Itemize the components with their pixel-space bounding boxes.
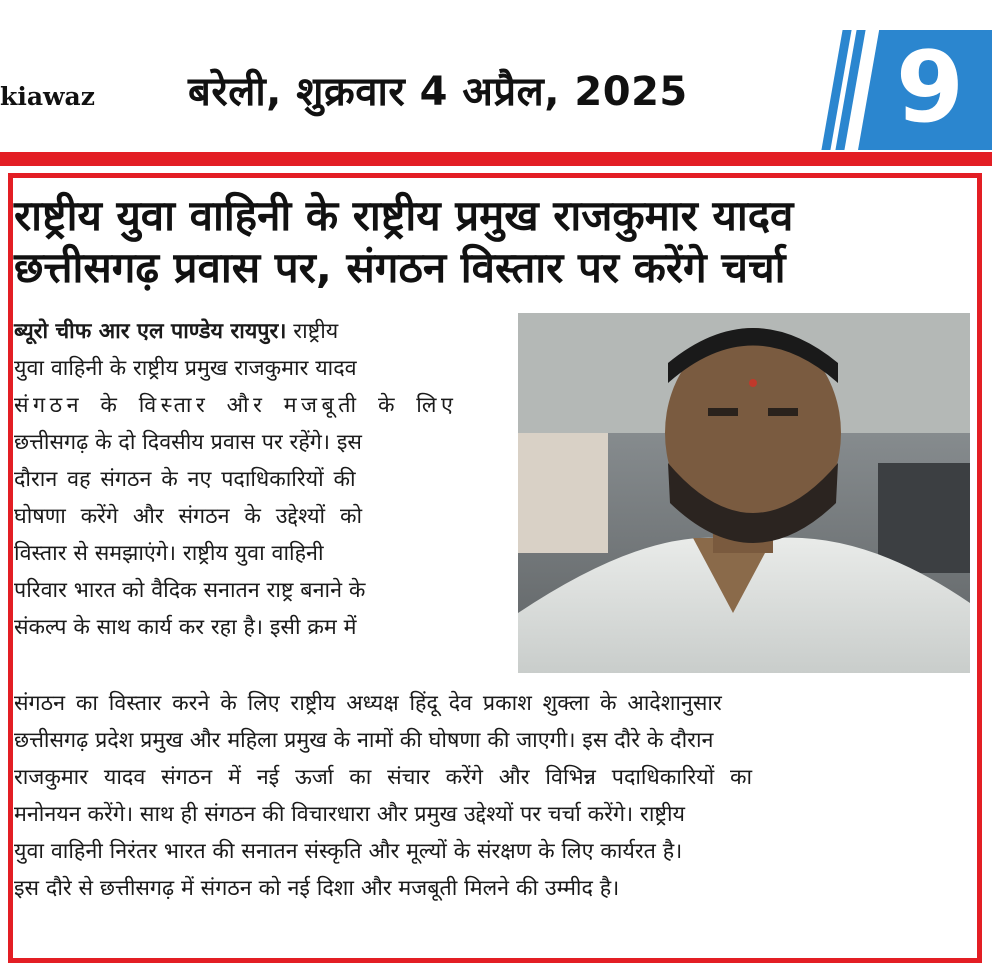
text-line: युवा वाहिनी के राष्ट्रीय प्रमुख राजकुमार यादव [14, 356, 357, 381]
headline-line: छत्तीसगढ़ प्रवास पर, संगठन विस्तार पर करेंगे चर्चा [14, 243, 786, 292]
text-line: विस्तार से समझाएंगे। राष्ट्रीय युवा वाहिनी [14, 541, 324, 566]
text-line: संगठन का विस्तार करने के लिए राष्ट्रीय अध्यक्ष हिंदू देव प्रकाश शुक्ला के आदेशानुसार [14, 691, 722, 716]
article-headline [14, 190, 984, 294]
text-line: संगठन के विस्तार और मजबूती के लिए [14, 393, 458, 418]
text-line: छत्तीसगढ़ प्रदेश प्रमुख और महिला प्रमुख के नामों की घोषणा की जाएगी। इस दौरे के दौरान [14, 728, 714, 753]
text-line: युवा वाहिनी निरंतर भारत की सनातन संस्कृति और मूल्यों के संरक्षण के लिए कार्यरत है। [14, 839, 683, 864]
text-line: दौरान वह संगठन के नए पदाधिकारियों की [14, 467, 356, 492]
text-line: राजकुमार यादव संगठन में नई ऊर्जा का संचार करेंगे और विभिन्न पदाधिकारियों का [14, 765, 753, 790]
text-line [14, 313, 506, 350]
page-number: 9 [895, 31, 965, 145]
text-line: परिवार भारत को वैदिक सनातन राष्ट्र बनाने के [14, 578, 366, 603]
text-line-continuation: राष्ट्रीय [286, 319, 339, 344]
text-line: इस दौरे से छत्तीसगढ़ में संगठन को नई दिशा और मजबूती मिलने की उम्मीद है। [14, 876, 620, 901]
text-line: घोषणा करेंगे और संगठन के उद्देश्यों को [14, 504, 363, 529]
headline-line: राष्ट्रीय युवा वाहिनी के राष्ट्रीय प्रमुख राजकुमार यादव [14, 191, 794, 240]
article-column-text [14, 313, 506, 646]
masthead [0, 0, 992, 152]
dateline: बरेली, शुक्रवार 4 अप्रैल, 2025 [188, 69, 688, 115]
newspaper-name-fragment: kiawaz [0, 82, 95, 111]
article-photo [518, 313, 970, 673]
header-rule [0, 152, 992, 166]
text-line: छत्तीसगढ़ के दो दिवसीय प्रवास पर रहेंगे। इस [14, 430, 362, 455]
text-line: संकल्प के साथ कार्य कर रहा है। इसी क्रम में [14, 615, 357, 640]
person-portrait-photo [518, 313, 970, 673]
article-body-text [14, 685, 976, 907]
byline: ब्यूरो चीफ आर एल पाण्डेय रायपुर। [14, 319, 287, 344]
text-line: मनोनयन करेंगे। साथ ही संगठन की विचारधारा और प्रमुख उद्देश्यों पर चर्चा करेंगे। राष्ट्रीय [14, 802, 685, 827]
